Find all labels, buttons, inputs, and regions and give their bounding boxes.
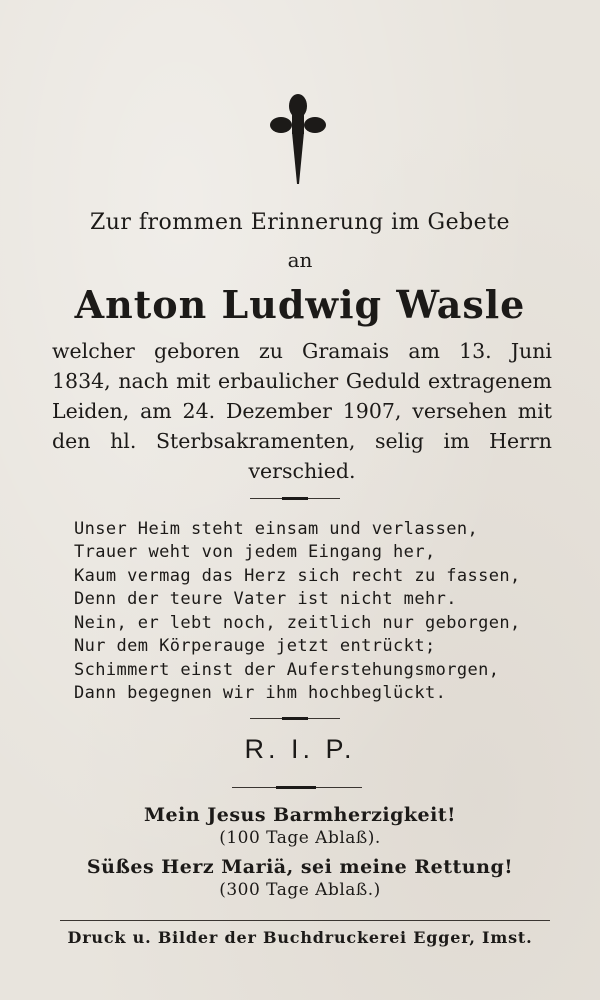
prayer-1: Mein Jesus Barmherzigkeit! [144,804,456,826]
poem-line: Nur dem Körperauge jetzt entrückt; [74,636,436,657]
divider-ornament [282,717,308,720]
deceased-name: Anton Ludwig Wasle [74,282,526,327]
poem-line: Kaum vermag das Herz sich recht zu fassen, [74,565,521,586]
divider-ornament [276,786,316,789]
bio-line: verschied. [248,459,356,483]
indulgence-2: (300 Tage Ablaß.) [219,880,381,900]
poem-line: Denn der teure Vater ist nicht mehr. [74,588,457,609]
rip-text: R. I. P. [244,734,356,764]
poem-line: Unser Heim steht einsam und verlassen, [74,519,479,539]
bio-line: welcher geboren zu Gramais am 13. Juni [52,339,552,363]
bio-line: den hl. Sterbsakramenten, selig im Herrn [52,429,552,453]
prayer-2: Süßes Herz Mariä, sei meine Rettung! [86,856,514,878]
heading: Zur frommen Erinnerung im Gebete [89,210,511,235]
poem-line: Trauer weht von jedem Eingang her, [74,542,436,563]
poem-stanza-1 [74,518,534,611]
an-label: an [287,248,313,272]
bio-line: Leiden, am 24. Dezember 1907, versehen mit [52,399,552,423]
bio-line: 1834, nach mit erbaulicher Geduld extragenem [52,369,552,393]
divider-ornament [282,497,308,500]
bottom-rule [60,920,550,921]
cross-icon [270,92,326,184]
poem-stanza-2 [74,612,534,705]
printer-credit: Druck u. Bilder der Buchdruckerei Egger, Imst. [67,928,533,947]
biography [52,336,552,486]
indulgence-1: (100 Tage Ablaß). [219,828,381,848]
poem-line: Schimmert einst der Auferstehungsmorgen, [74,659,500,680]
poem-line: Nein, er lebt noch, zeitlich nur geborgen, [74,613,521,633]
poem-line: Dann begegnen wir ihm hochbeglückt. [74,682,447,703]
